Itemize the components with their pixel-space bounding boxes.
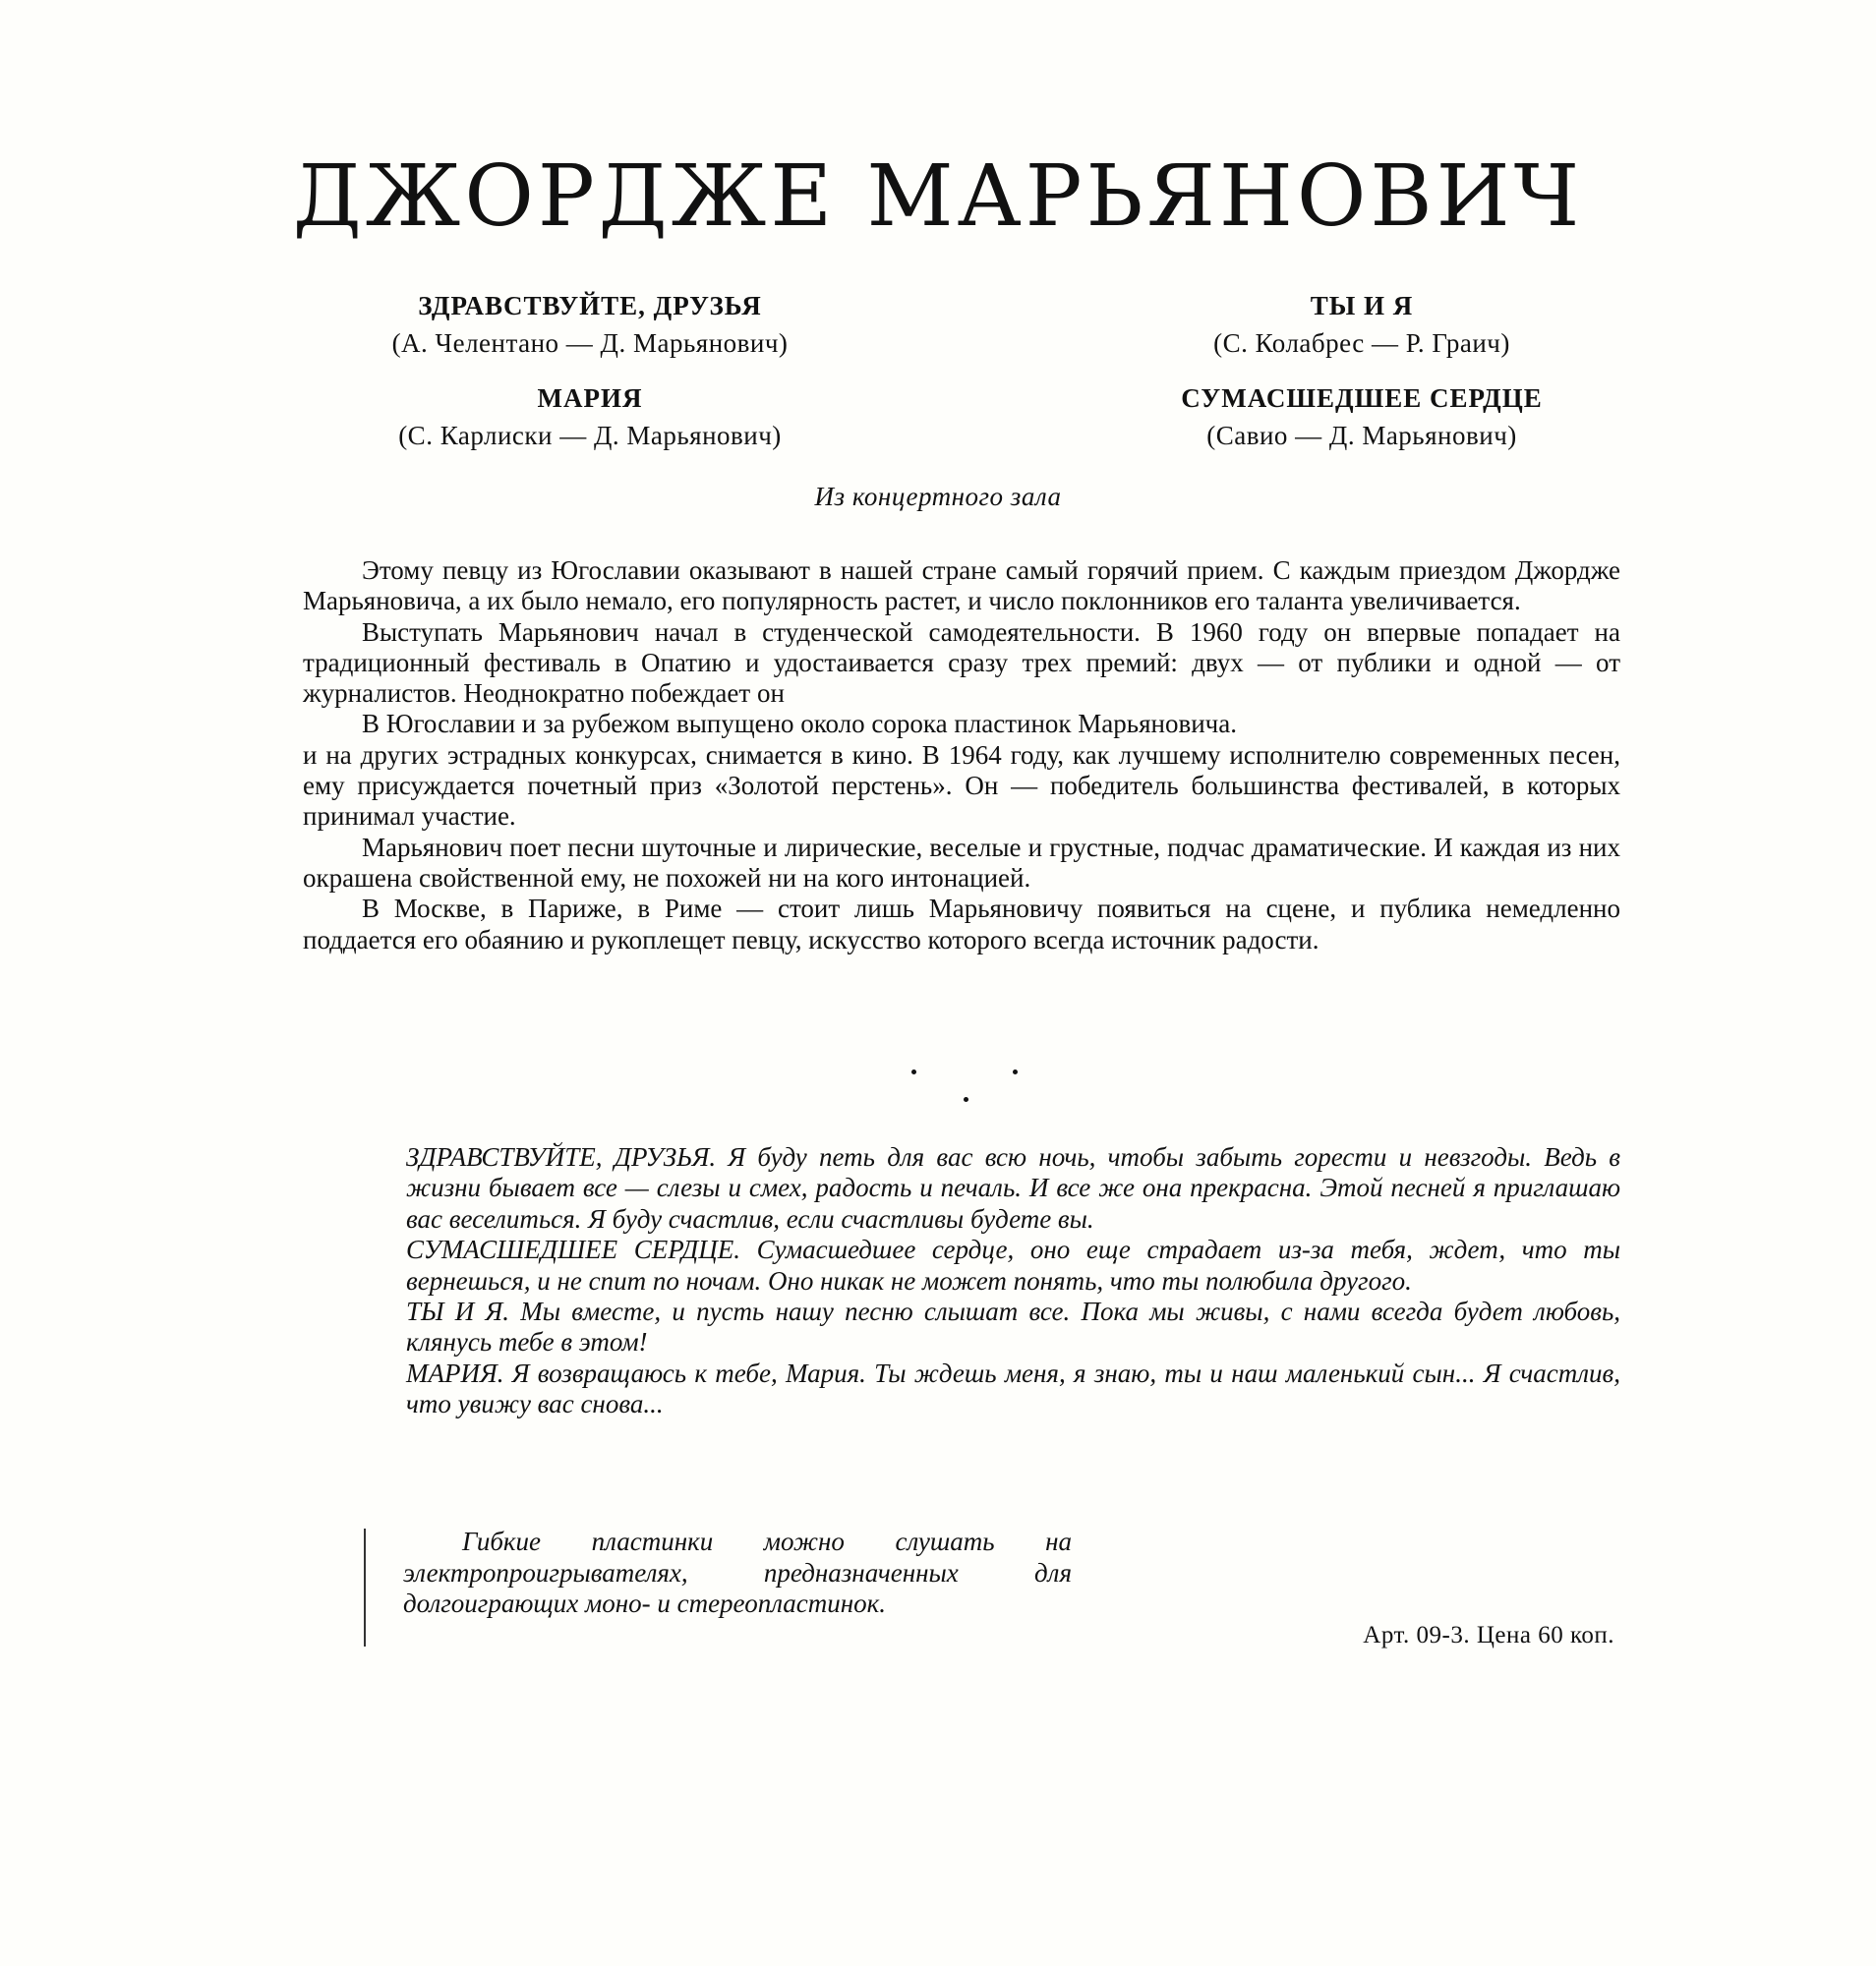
song-note: СУМАСШЕДШЕЕ СЕРДЦЕ. Сумасшедшее сердце, оно еще страдает из-за тебя, ждет, что ты вернешься, и не спит по ночам. Оно никак не может понять, что ты полюбила другого. — [406, 1235, 1620, 1296]
song-notes — [406, 1142, 1620, 1420]
song-note: ЗДРАВСТВУЙТЕ, ДРУЗЬЯ. Я буду петь для вас всю ночь, чтобы забыть горести и невзгоды. Ведь в жизни бывает все — слезы и смех, радость и печаль. И все же она прекрасна. Этой песней я приглашаю вас веселиться. Я буду счастлив, если счастливы будете вы. — [406, 1142, 1620, 1234]
song-authors: (С. Карлиски — Д. Марьянович) — [398, 421, 782, 450]
footnote-text: Гибкие пластинки можно слушать на электропроигрывателях, предназначенных для долгоиграющих моно- и стереопластинок. — [403, 1527, 1072, 1618]
artist-title: ДЖОРДЖЕ МАРЬЯНОВИЧ — [292, 147, 1584, 246]
paragraph: В Москве, в Париже, в Риме — стоит лишь Марьяновичу появиться на сцене, и публика немедленно поддается его обаянию и рукоплещет певцу, искусство которого всегда источник радости. — [303, 894, 1620, 954]
song-list-left — [295, 287, 885, 472]
song-note: ТЫ И Я. Мы вместе, и пусть нашу песню слышат все. Пока мы живы, с нами всегда будет любовь, клянусь тебе в этом! — [406, 1297, 1620, 1358]
paragraph: Марьянович поет песни шуточные и лирические, веселые и грустные, подчас драматические. И каждая из них окрашена свойственной ему, не похожей ни на кого интонацией. — [303, 832, 1620, 893]
catalog-price: Арт. 09-3. Цена 60 коп. — [1363, 1622, 1614, 1648]
paragraph: Этому певцу из Югославии оказывают в нашей стране самый горячий прием. С каждым приездом Джордже Марьяновича, а их было немало, его популярность растет, и число поклонников его таланта увеличивается. — [303, 555, 1620, 616]
song-title: ЗДРАВСТВУЙТЕ, ДРУЗЬЯ — [418, 291, 762, 320]
footnote-rule — [364, 1529, 366, 1647]
song-list-right — [1067, 287, 1657, 472]
subtitle: Из концертного зала — [814, 482, 1062, 511]
song-authors: (Савио — Д. Марьянович) — [1206, 421, 1517, 450]
song-title: МАРИЯ — [537, 383, 643, 413]
asterisk-dot — [964, 1097, 968, 1102]
paragraph: Выступать Марьянович начал в студенческой самодеятельности. В 1960 году он впервые попадает на традиционный фестиваль в Опатию и удостаивается сразу трех премий: двух — от публики и одной — от журналистов. Неоднократно побеждает он — [303, 616, 1620, 709]
song-authors: (А. Челентано — Д. Марьянович) — [391, 328, 789, 358]
paragraph: и на других эстрадных конкурсах, снимается в кино. В 1964 году, как лучшему исполнителю современных песен, ему присуждается почетный приз «Золотой перстень». Он — победитель большинства фестивалей, в которых принимал участие. — [303, 739, 1620, 832]
asterism-divider — [0, 1060, 1876, 1109]
asterisk-dot — [1013, 1070, 1018, 1074]
paragraph: В Югославии и за рубежом выпущено около сорока пластинок Марьяновича. — [362, 709, 1237, 739]
song-title: ТЫ И Я — [1310, 291, 1414, 320]
footnote — [403, 1527, 1072, 1620]
song-title: СУМАСШЕДШЕЕ СЕРДЦЕ — [1181, 383, 1543, 413]
song-note: МАРИЯ. Я возвращаюсь к тебе, Мария. Ты ждешь меня, я знаю, ты и наш маленький сын... Я счастлив, что увижу вас снова... — [406, 1358, 1620, 1419]
asterisk-dot — [911, 1070, 916, 1074]
biography-text — [303, 555, 1620, 955]
song-authors: (С. Колабрес — Р. Граич) — [1213, 328, 1510, 358]
